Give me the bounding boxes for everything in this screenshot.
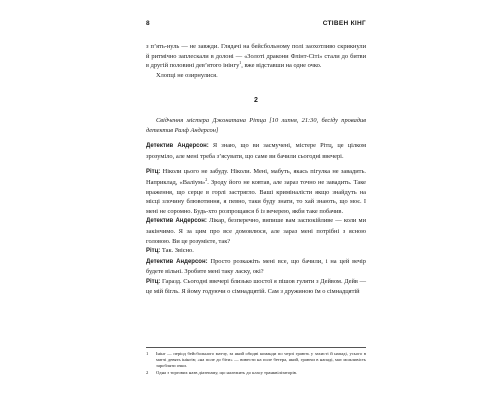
speaker-name: Рітц: [146, 248, 161, 255]
page-number: 8 [146, 20, 150, 27]
running-head: СТІВЕН КІНГ [322, 20, 366, 27]
footnote-text: Інінг — період бейсбольного матчу, за який обидві команди по черзі грають у захисті й нападі, усього в матчі девять інінгів; «на поле до біти» — вивести на поле бетера, який, граючи в нападі, має можливість заробляти очки. [156, 351, 366, 369]
footnote [146, 370, 366, 376]
page-body [146, 42, 366, 297]
footnote-text: Одна з торгових назв діазепаму, що належить до класу транквілізаторів. [156, 369, 298, 375]
page-header [146, 20, 366, 32]
footnotes [146, 347, 366, 376]
dialogue-entry [146, 277, 366, 297]
dialogue-entry [146, 246, 366, 257]
footnote-mark: 1 [146, 351, 149, 356]
dialogue-text: Гаразд. Сьогодні ввечері близько шостої я пішов гуляти з Дейвом. Дейв — це мій бігль. Я йому годуючи о сімнадцятій. Сам з дружиною їм о сімнадцятій [146, 277, 366, 296]
speaker-name: Рітц: [146, 278, 161, 285]
opening-paragraph-2: Хлопці не озирнулися. [156, 71, 218, 79]
chapter-intro: Свідчення містера Джонатана Рітца [10 липня, 21:30, бесіду провадив детектив Ралф Андерсон] [146, 116, 366, 134]
footnote-ref-1: 1 [239, 60, 242, 66]
dialogue-entry [146, 257, 366, 277]
dialogue-text: Просто розкажіть мені все, що бачили, і на цей вечір будете вільні. Зробите мені таку ласку, окі? [146, 257, 366, 276]
footnote-ref-2: 2 [205, 176, 208, 182]
opening-text-a: з п’ять-нуль — не завжди. Глядачі на бейсбольному полі заохотливо скрикнули й ритмічно заплескали в долоні — «Золоті дракони Флінт-Сіті» стали до битви в другій половині дев’ятого інінгу [146, 43, 366, 70]
speaker-name: Детектив Андерсон: [146, 258, 208, 265]
speaker-name: Детектив Андерсон: [146, 143, 209, 150]
footnote [146, 351, 366, 370]
dialogue-text: Лікар, безперечно, випише вам заспокійливе — коли ми закінчимо. Я за цим про все домовлюся, але зараз мені потрібні з ясною головою. Ви це розумієте, так? [146, 217, 366, 245]
speaker-name: Рітц: [146, 169, 161, 176]
chapter-number: 2 [254, 97, 258, 105]
dialogue-entry [146, 216, 366, 246]
opening-paragraph [146, 42, 366, 71]
speaker-name: Детектив Андерсон: [146, 218, 207, 225]
opening-text-b: , вже відставши на одне очко. [241, 62, 322, 70]
dialogue-text: Я знаю, що ви засмучені, містере Рітц, це цілком зрозуміло, але мені треба з’ясувати, що саме ви бачили сьогодні ввечері. [146, 142, 367, 160]
dialogue-entry [146, 167, 366, 216]
dialogue-text: Так. Звісно. [160, 247, 194, 255]
dialogue-text-tail: . Зроду його не ковтав, але зараз точно не завадить. Таке враження, що серце в горлі застрягло. Ваші криміналісти якщо знайдуть на місці злочину блювотиння, я певно, таки буду знати, то хай знають, що моє. І мені не соромно. Будь-хто розпрощався б із вечерею, якби таке побачив. [146, 178, 366, 215]
footnote-mark: 2 [146, 369, 149, 375]
dialogue-text: Ніколи цього не забуду. Ніколи. Мені, мабуть, якась пігулка не завадить. Наприклад, «Валіум» [146, 168, 366, 186]
dialogue-entry [146, 141, 366, 161]
